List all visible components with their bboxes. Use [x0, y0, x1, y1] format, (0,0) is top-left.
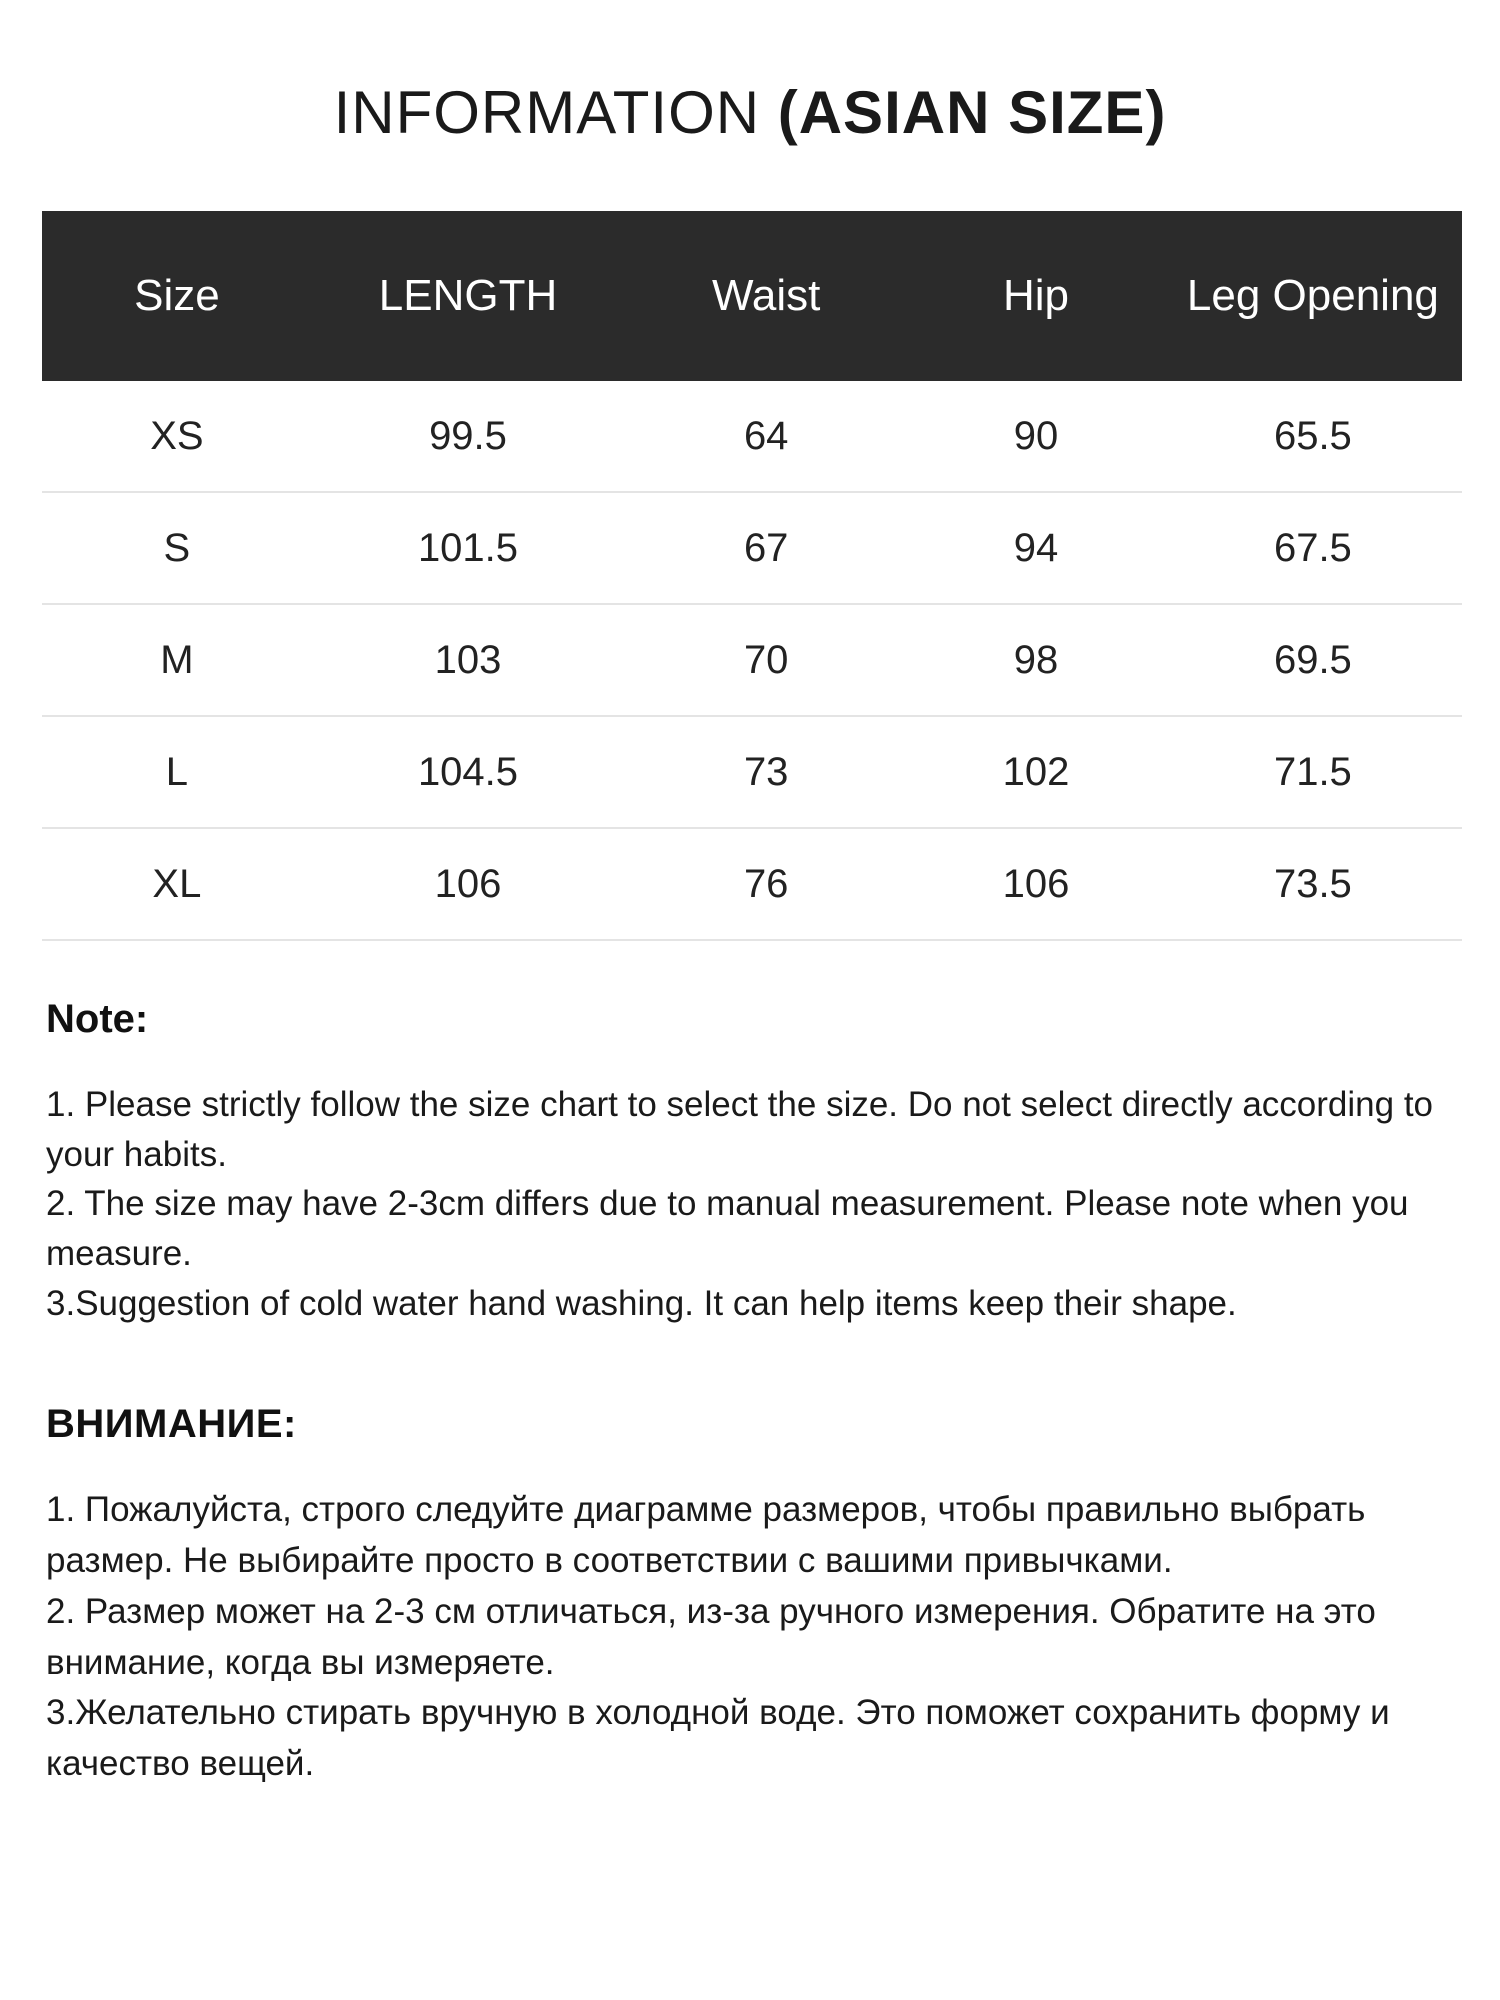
table-row	[42, 604, 1462, 716]
cell-hip: 90	[908, 381, 1164, 492]
cell-hip: 94	[908, 492, 1164, 604]
page-title-bold: (ASIAN SIZE)	[777, 79, 1167, 146]
size-chart-table	[42, 211, 1462, 941]
cell-waist: 64	[624, 381, 908, 492]
column-header-size: Size	[42, 211, 312, 381]
note-line: 1. Please strictly follow the size chart to select the size. Do not select directly according to your habits.	[46, 1085, 1434, 1174]
page-title-light: INFORMATION	[333, 79, 778, 146]
cell-length: 106	[312, 828, 624, 940]
table-row	[42, 716, 1462, 828]
cell-size: S	[42, 492, 312, 604]
size-table-wrapper	[42, 211, 1462, 941]
cell-length: 99.5	[312, 381, 624, 492]
cell-waist: 70	[624, 604, 908, 716]
note-line: 2. Размер может на 2-3 см отличаться, из-за ручного измерения. Обратите на это внимание, когда вы измеряете.	[46, 1591, 1376, 1682]
cell-size: XL	[42, 828, 312, 940]
notes-section-russian	[42, 1402, 1458, 1790]
notes-section-english	[42, 997, 1458, 1328]
table-row	[42, 828, 1462, 940]
cell-waist: 67	[624, 492, 908, 604]
cell-size: L	[42, 716, 312, 828]
cell-waist: 73	[624, 716, 908, 828]
table-body	[42, 381, 1462, 940]
notes-heading-english: Note:	[46, 997, 149, 1041]
notes-heading-russian: ВНИМАНИЕ:	[46, 1402, 297, 1447]
cell-size: M	[42, 604, 312, 716]
note-line: 2. The size may have 2-3cm differs due to manual measurement. Please note when you measure.	[46, 1184, 1409, 1274]
table-row	[42, 492, 1462, 604]
column-header-hip: Hip	[908, 211, 1164, 381]
cell-leg-opening: 71.5	[1164, 716, 1462, 828]
cell-leg-opening: 65.5	[1164, 381, 1462, 492]
table-header-row	[42, 211, 1462, 381]
cell-hip: 102	[908, 716, 1164, 828]
note-line: 1. Пожалуйста, строго следуйте диаграмме размеров, чтобы правильно выбрать размер. Не выбирайте просто в соответствии с вашими привычками.	[46, 1490, 1366, 1581]
page-title	[42, 78, 1458, 147]
cell-size: XS	[42, 381, 312, 492]
notes-body-russian	[46, 1485, 1454, 1790]
table-row	[42, 381, 1462, 492]
column-header-length: LENGTH	[312, 211, 624, 381]
column-header-leg-opening: Leg Opening	[1164, 211, 1462, 381]
cell-length: 103	[312, 604, 624, 716]
table-header	[42, 211, 1462, 381]
cell-hip: 106	[908, 828, 1164, 940]
column-header-waist: Waist	[624, 211, 908, 381]
cell-waist: 76	[624, 828, 908, 940]
cell-leg-opening: 73.5	[1164, 828, 1462, 940]
cell-length: 104.5	[312, 716, 624, 828]
note-line: 3.Suggestion of cold water hand washing. It can help items keep their shape.	[46, 1283, 1237, 1323]
cell-leg-opening: 67.5	[1164, 492, 1462, 604]
notes-body-english	[46, 1080, 1454, 1328]
note-line: 3.Желательно стирать вручную в холодной воде. Это поможет сохранить форму и качество вещей.	[46, 1693, 1390, 1784]
cell-hip: 98	[908, 604, 1164, 716]
cell-length: 101.5	[312, 492, 624, 604]
cell-leg-opening: 69.5	[1164, 604, 1462, 716]
